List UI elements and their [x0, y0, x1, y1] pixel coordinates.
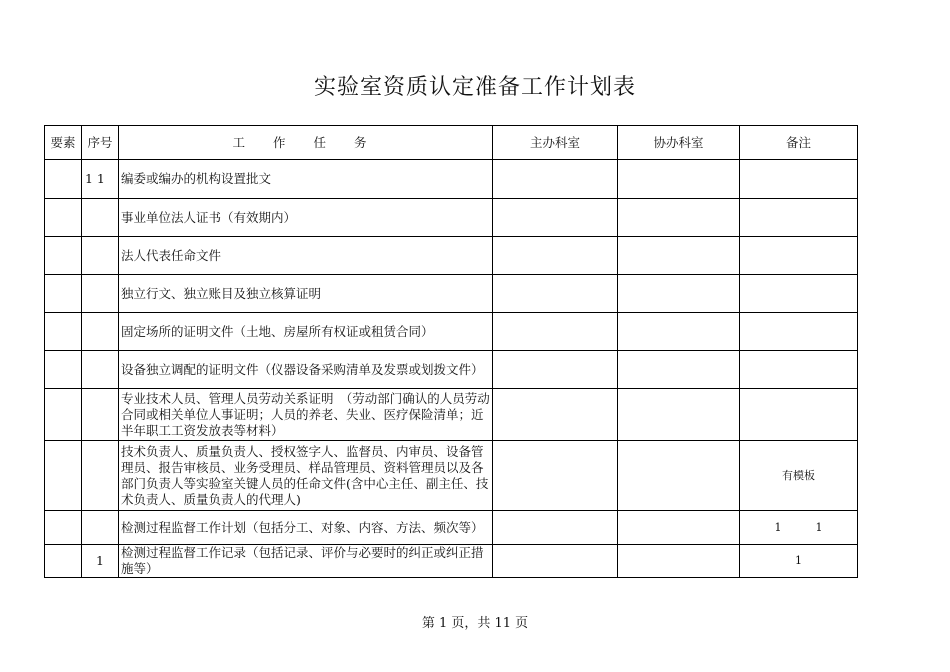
- header-zhuban: 主办科室: [493, 126, 618, 160]
- cell-yaosu: [45, 199, 82, 237]
- cell-yaosu: [45, 313, 82, 351]
- cell-xieban: [618, 441, 740, 511]
- table-row: [45, 237, 858, 275]
- cell-yaosu: [45, 389, 82, 441]
- cell-beizhu: [740, 199, 858, 237]
- cell-beizhu: [740, 275, 858, 313]
- cell-zhuban: [493, 237, 618, 275]
- cell-xieban: [618, 545, 740, 578]
- cell-xieban: [618, 313, 740, 351]
- cell-beizhu: [740, 511, 858, 545]
- page-title: 实验室资质认定准备工作计划表: [313, 75, 636, 100]
- work-plan-table: [44, 125, 858, 578]
- cell-beizhu: [740, 160, 858, 199]
- cell-xuhao: 1: [82, 545, 119, 578]
- cell-xieban: [618, 351, 740, 389]
- cell-xuhao: [82, 441, 119, 511]
- cell-zhuban: [493, 275, 618, 313]
- cell-xuhao: [82, 237, 119, 275]
- cell-xuhao: [82, 313, 119, 351]
- table-row: [45, 275, 858, 313]
- cell-xieban: [618, 511, 740, 545]
- cell-yaosu: [45, 511, 82, 545]
- cell-xuhao: [82, 351, 119, 389]
- table-row: [45, 199, 858, 237]
- page-footer: 第 1 页，共 11 页: [421, 616, 529, 631]
- cell-zhuban: [493, 351, 618, 389]
- cell-xuhao: [82, 275, 119, 313]
- cell-task: 法人代表任命文件: [119, 237, 493, 275]
- cell-yaosu: [45, 275, 82, 313]
- cell-task: 编委或编办的机构设置批文: [119, 160, 493, 199]
- cell-xuhao: [82, 511, 119, 545]
- cell-yaosu: [45, 351, 82, 389]
- header-task: 工 作 任 务: [119, 126, 493, 160]
- table-header-row: [45, 126, 858, 160]
- table-row: [45, 160, 858, 199]
- cell-zhuban: [493, 511, 618, 545]
- beizhu-value-a: 1: [774, 521, 782, 534]
- cell-beizhu: [740, 389, 858, 441]
- cell-task: 事业单位法人证书（有效期内）: [119, 199, 493, 237]
- cell-xieban: [618, 389, 740, 441]
- table-row: [45, 313, 858, 351]
- header-xieban: 协办科室: [618, 126, 740, 160]
- cell-zhuban: [493, 545, 618, 578]
- cell-task: 独立行文、独立账目及独立核算证明: [119, 275, 493, 313]
- cell-xuhao: [82, 389, 119, 441]
- cell-beizhu: [740, 313, 858, 351]
- cell-yaosu: [45, 545, 82, 578]
- table-row: [45, 545, 858, 578]
- cell-zhuban: [493, 441, 618, 511]
- cell-xieban: [618, 160, 740, 199]
- header-beizhu: 备注: [740, 126, 858, 160]
- cell-task: 检测过程监督工作记录（包括记录、评价与必要时的纠正或纠正措施等）: [119, 545, 493, 578]
- table-row: [45, 389, 858, 441]
- cell-yaosu: [45, 237, 82, 275]
- table-row: [45, 351, 858, 389]
- cell-zhuban: [493, 389, 618, 441]
- cell-zhuban: [493, 313, 618, 351]
- cell-task: 固定场所的证明文件（土地、房屋所有权证或租赁合同）: [119, 313, 493, 351]
- cell-task: 设备独立调配的证明文件（仪器设备采购清单及发票或划拨文件）: [119, 351, 493, 389]
- cell-task: 检测过程监督工作计划（包括分工、对象、内容、方法、频次等）: [119, 511, 493, 545]
- cell-xuhao: 1 1: [82, 160, 119, 199]
- cell-beizhu: 有模板: [740, 441, 858, 511]
- cell-task: 技术负责人、质量负责人、授权签字人、监督员、内审员、设备管理员、报告审核员、业务受理员、样品管理员、资料管理员以及各部门负责人等实验室关键人员的任命文件(含中心主任、副主任、技术负责人、质量负责人的代理人): [119, 441, 493, 511]
- cell-xieban: [618, 237, 740, 275]
- cell-beizhu: [740, 237, 858, 275]
- cell-beizhu: 1: [740, 545, 858, 578]
- cell-xuhao: [82, 199, 119, 237]
- table-row: [45, 441, 858, 511]
- cell-zhuban: [493, 160, 618, 199]
- cell-task: 专业技术人员、管理人员劳动关系证明 （劳动部门确认的人员劳动合同或相关单位人事证明；人员的养老、失业、医疗保险清单；近半年职工工资发放表等材料）: [119, 389, 493, 441]
- cell-yaosu: [45, 160, 82, 199]
- cell-zhuban: [493, 199, 618, 237]
- header-xuhao: 序号: [82, 126, 119, 160]
- table-row: [45, 511, 858, 545]
- cell-beizhu: [740, 351, 858, 389]
- cell-xieban: [618, 275, 740, 313]
- cell-yaosu: [45, 441, 82, 511]
- beizhu-value-b: 1: [815, 521, 823, 534]
- cell-xieban: [618, 199, 740, 237]
- header-yaosu: 要素: [45, 126, 82, 160]
